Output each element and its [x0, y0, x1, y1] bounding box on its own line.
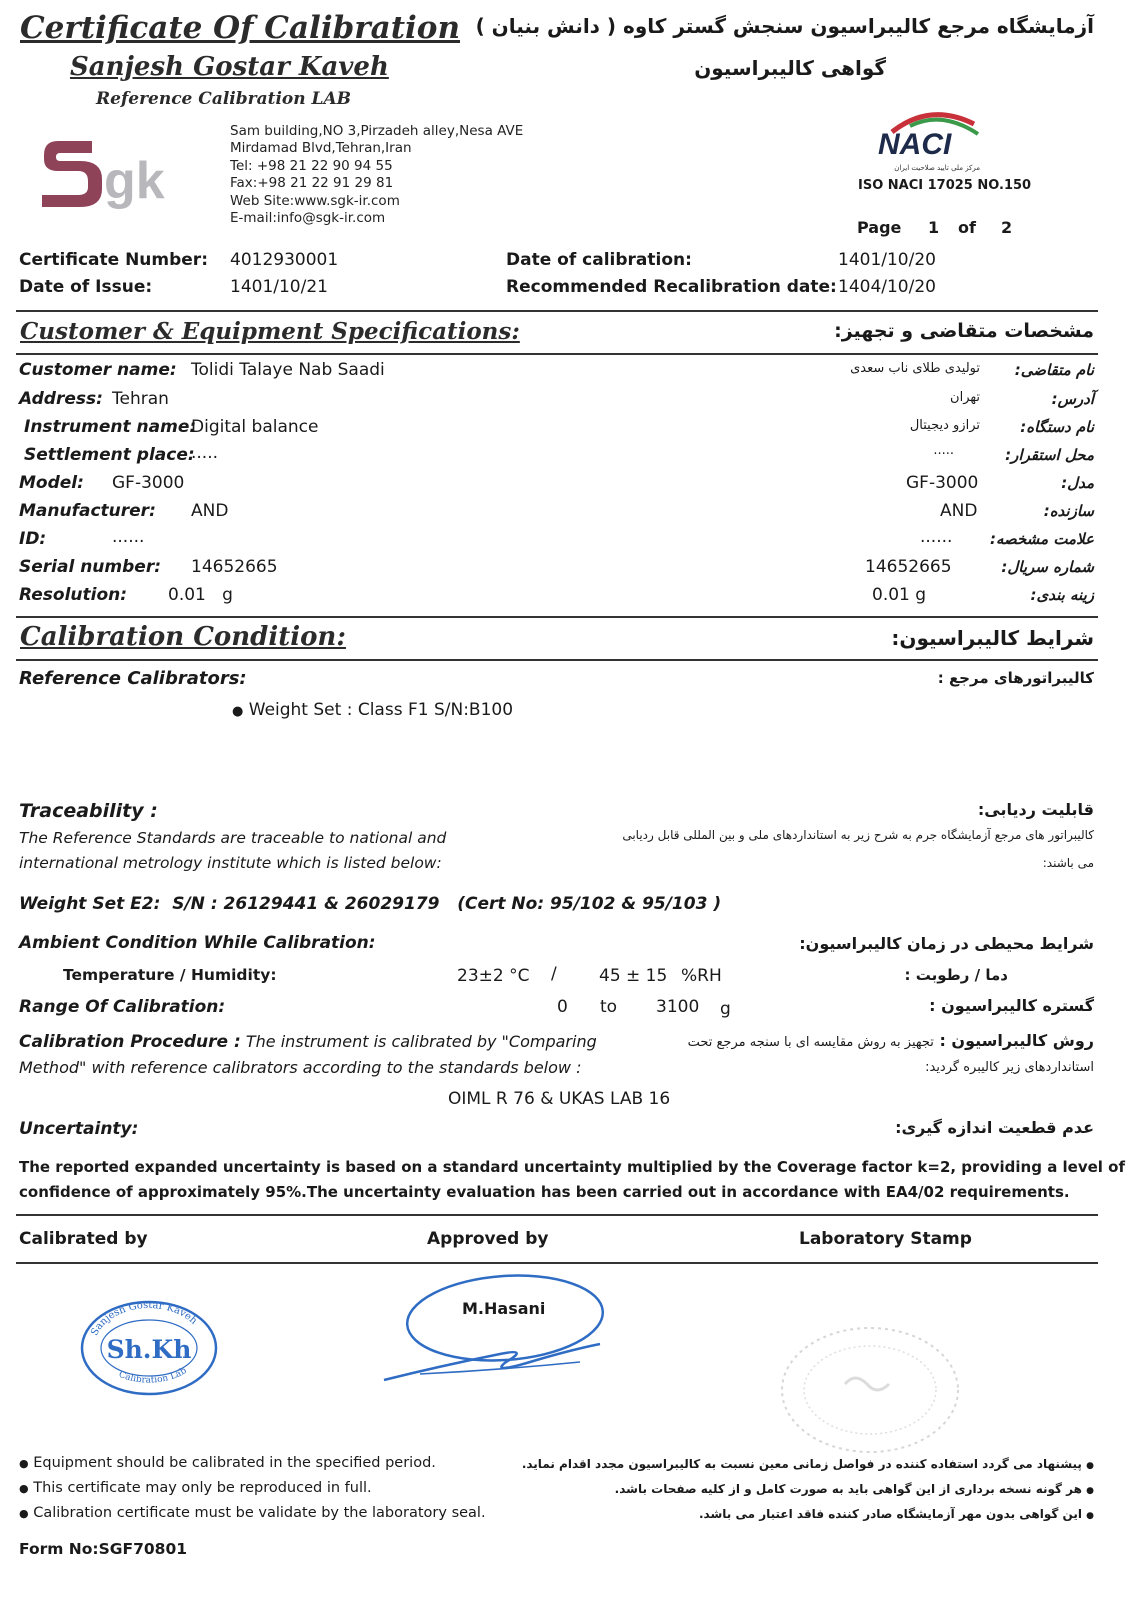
stamp-initials: Sh.Kh: [106, 1335, 192, 1364]
website-line: Web Site:www.sgk-ir.com: [230, 192, 400, 209]
resolution-value-right: 0.01 g: [872, 585, 927, 605]
procedure-text-fa-1: تجهیز به روش مقایسه ای با سنجه مرجع تحت: [687, 1035, 934, 1050]
range-label-fa: گستره کالیبراسیون :: [929, 996, 1094, 1015]
address-label-fa: آدرس:: [1051, 390, 1094, 408]
customer-name-value: Tolidi Talaye Nab Saadi: [191, 360, 385, 380]
humidity-unit: %RH: [681, 966, 722, 986]
of-label: of: [958, 218, 976, 237]
calibration-standards: OIML R 76 & UKAS LAB 16: [448, 1089, 671, 1109]
page-label: Page: [857, 218, 902, 237]
manufacturer-value-right: AND: [940, 501, 978, 521]
weight-set-e2: Weight Set E2: S/N : 26129441 & 26029179 (Cert No: 95/102 & 95/103 ): [19, 894, 722, 914]
recalibration-date: 1404/10/20: [838, 277, 936, 297]
model-label-fa: مدل:: [1061, 474, 1094, 492]
note-en-3: ● Calibration certificate must be validate by the laboratory seal.: [19, 1505, 486, 1521]
traceability-label: Traceability :: [19, 800, 158, 822]
id-label: ID:: [19, 529, 47, 549]
settlement-place-label: Settlement place:: [24, 445, 195, 465]
calibration-section-title-fa: شرایط کالیبراسیون:: [891, 626, 1094, 650]
manufacturer-label-fa: سازنده:: [1043, 502, 1094, 520]
bullet-icon: ●: [1086, 1511, 1094, 1521]
traceability-text-1: The Reference Standards are traceable to national and: [19, 829, 447, 847]
laboratory-seal: [775, 1320, 965, 1460]
naci-logo: [870, 104, 990, 174]
serial-number-value: 14652665: [191, 557, 278, 577]
reference-calibrator-item: [232, 700, 513, 720]
serial-number-label: Serial number:: [19, 557, 162, 577]
divider: [16, 659, 1098, 661]
reference-calibrators-label: Reference Calibrators:: [19, 668, 247, 689]
email-line: E-mail:info@sgk-ir.com: [230, 210, 386, 227]
bullet-icon: ●: [232, 704, 244, 719]
laboratory-seal-icon: [775, 1320, 965, 1460]
calibration-date-label: Date of calibration:: [506, 250, 692, 270]
form-number: Form No:SGF70801: [19, 1540, 188, 1558]
note-fa-2: ● هر گونه نسخه برداری از این گواهی باید به صورت کامل و از کلیه صفحات باشد.: [614, 1482, 1094, 1496]
traceability-text-fa-1: کالیبراتور های مرجع آزمایشگاه جرم به شرح زیر به استانداردهای ملی و بین المللی قابل ردیابی: [622, 828, 1094, 842]
bullet-icon: ●: [19, 1457, 29, 1470]
instrument-name-label: Instrument name:: [24, 417, 197, 437]
address-line: Sam building,NO 3,Pirzadeh alley,Nesa AVE: [230, 123, 524, 139]
certificate-number: 4012930001: [230, 250, 339, 270]
instrument-name-label-fa: نام دستگاه:: [1020, 418, 1094, 436]
note-en-1: ● Equipment should be calibrated in the specified period.: [19, 1455, 436, 1471]
persian-lab-title: آزمایشگاه مرجع کالیبراسیون سنجش گستر کاوه ( دانش بنیان ): [475, 14, 1094, 38]
certificate-number-label: Certificate Number:: [19, 250, 208, 270]
procedure-label-fa: روش کالیبراسیون :: [939, 1031, 1094, 1050]
ambient-condition-label-fa: شرایط محیطی در زمان کالیبراسیون:: [799, 934, 1094, 953]
address-value: Tehran: [112, 389, 169, 409]
calibrated-by-label: Calibrated by: [19, 1229, 148, 1249]
uncertainty-label: Uncertainty:: [19, 1119, 139, 1139]
instrument-name-value-fa: ترازو دیجیتال: [909, 418, 980, 433]
range-unit: g: [720, 999, 731, 1019]
range-to: to: [600, 997, 618, 1017]
phone-line: Tel: +98 21 22 90 94 55: [230, 157, 393, 174]
temperature-value: 23±2 °C: [457, 966, 530, 986]
approved-by-label: Approved by: [427, 1229, 549, 1249]
customer-name-label-fa: نام متقاضی:: [1014, 361, 1094, 379]
sgk-logo-icon: [40, 135, 200, 215]
certificate-title: Certificate Of Calibration: [20, 10, 461, 46]
temperature-humidity-separator: /: [551, 964, 557, 984]
traceability-label-fa: قابلیت ردیابی:: [977, 800, 1094, 819]
customer-section-title: Customer & Equipment Specifications:: [20, 318, 520, 345]
reference-calibrators-label-fa: کالیبراتورهای مرجع :: [937, 669, 1094, 687]
manufacturer-value: AND: [191, 501, 229, 521]
resolution-label: Resolution:: [19, 585, 128, 605]
calibrator-stamp-icon: [78, 1296, 220, 1396]
calibration-date: 1401/10/20: [838, 250, 936, 270]
procedure-label: Calibration Procedure :: [19, 1032, 241, 1052]
uncertainty-label-fa: عدم قطعیت اندازه گیری:: [895, 1118, 1094, 1137]
lab-address: [230, 123, 523, 227]
bullet-icon: ●: [1086, 1486, 1094, 1496]
settlement-place-value-fa: .....: [933, 443, 954, 458]
traceability-text-2: international metrology institute which is listed below:: [19, 854, 442, 872]
fax-line: Fax:+98 21 22 91 29 81: [230, 175, 394, 192]
temperature-humidity-label: Temperature / Humidity:: [63, 966, 277, 984]
date-of-issue: 1401/10/21: [230, 277, 328, 297]
address-label: Address:: [19, 389, 103, 409]
uncertainty-text-2: confidence of approximately 95%.The uncertainty evaluation has been carried out in accordance with EA4/02 requirements.: [19, 1183, 1070, 1201]
note-fa-3: ● این گواهی بدون مهر آزمایشگاه صادر کننده فاقد اعتبار می باشد.: [698, 1507, 1094, 1521]
stamp-ring-top-text: Sanjesh Gostar Kaveh: [89, 1299, 200, 1338]
procedure-text-2: Method" with reference calibrators according to the standards below :: [19, 1058, 582, 1077]
resolution-label-fa: زینه بندی:: [1030, 586, 1094, 604]
naci-persian-caption: مرکز ملی تایید صلاحیت ایران: [894, 164, 980, 172]
divider: [16, 310, 1098, 312]
calibrator-stamp: [78, 1296, 220, 1396]
customer-name-value-fa: تولیدی طلای ناب سعدی: [850, 361, 980, 376]
humidity-value: 45 ± 15: [599, 966, 668, 986]
naci-accreditation: ISO NACI 17025 NO.150: [858, 178, 1032, 193]
approver-signature: [380, 1270, 620, 1400]
customer-section-title-fa: مشخصات متقاضی و تجهیز:: [834, 320, 1094, 342]
note-fa-1: ● پیشنهاد می گردد استفاده کننده در فواصل زمانی معین نسبت به کالیبراسیون مجدد اقدام نماید.: [521, 1457, 1094, 1471]
naci-letters: NACI: [878, 128, 952, 161]
divider: [16, 616, 1098, 618]
calibration-section-title: Calibration Condition:: [20, 622, 346, 652]
model-label: Model:: [19, 473, 84, 493]
bullet-icon: ●: [1086, 1461, 1094, 1471]
divider: [16, 353, 1098, 355]
address-line: Mirdamad Blvd,Tehran,Iran: [230, 140, 412, 157]
traceability-text-fa-2: می باشند:: [1042, 856, 1094, 870]
uncertainty-text-1: The reported expanded uncertainty is based on a standard uncertainty multiplied by the Coverage factor k=2, providing a level of: [19, 1158, 1125, 1176]
naci-swoosh-icon: [870, 104, 990, 174]
signature-scribble-icon: [380, 1270, 620, 1400]
range-max: 3100: [656, 997, 700, 1017]
sgk-logo-letters: gk: [104, 152, 165, 210]
approver-name: M.Hasani: [462, 1299, 546, 1318]
stamp-ring-bottom-text: Calibration Lab: [117, 1365, 189, 1386]
id-value-right: ......: [920, 527, 953, 547]
sgk-logo: [40, 135, 200, 215]
company-name: Sanjesh Gostar Kaveh: [70, 52, 389, 82]
procedure-text-fa-2: استانداردهای زیر کالیبره گردید:: [925, 1060, 1094, 1075]
range-min: 0: [557, 997, 568, 1017]
page-total: 2: [1001, 218, 1013, 237]
manufacturer-label: Manufacturer:: [19, 501, 156, 521]
customer-name-label: Customer name:: [19, 360, 177, 380]
model-value: GF-3000: [112, 473, 185, 493]
reference-calibrator-text: Weight Set : Class F1 S/N:B100: [248, 700, 514, 720]
range-label: Range Of Calibration:: [19, 997, 226, 1017]
address-value-fa: تهران: [950, 390, 980, 405]
date-of-issue-label: Date of Issue:: [19, 277, 153, 297]
serial-number-value-right: 14652665: [865, 557, 952, 577]
serial-number-label-fa: شماره سریال:: [1001, 558, 1094, 576]
resolution-value: 0.01 g: [168, 585, 233, 605]
procedure-text-1: The instrument is calibrated by "Comparing: [245, 1032, 597, 1051]
ambient-condition-label: Ambient Condition While Calibration:: [19, 933, 376, 953]
settlement-place-value: .....: [191, 443, 219, 463]
lab-name: Reference Calibration LAB: [96, 89, 352, 109]
bullet-icon: ●: [19, 1507, 29, 1520]
settlement-place-label-fa: محل استقرار:: [1005, 446, 1094, 464]
note-en-2: ● This certificate may only be reproduced in full.: [19, 1480, 372, 1496]
instrument-name-value: Digital balance: [191, 417, 319, 437]
temperature-humidity-label-fa: دما / رطوبت :: [904, 966, 1008, 984]
divider: [16, 1214, 1098, 1216]
id-label-fa: علامت مشخصه:: [989, 530, 1094, 548]
laboratory-stamp-label: Laboratory Stamp: [799, 1229, 972, 1249]
recalibration-date-label: Recommended Recalibration date:: [506, 277, 837, 297]
model-value-right: GF-3000: [906, 473, 979, 493]
procedure-line-1: [19, 1032, 597, 1052]
persian-certificate-title: گواهی کالیبراسیون: [694, 56, 886, 80]
bullet-icon: ●: [19, 1482, 29, 1495]
page-number: 1: [928, 218, 940, 237]
divider: [16, 1262, 1098, 1264]
id-value: ......: [112, 527, 145, 547]
procedure-line-fa-1: [688, 1031, 1094, 1050]
